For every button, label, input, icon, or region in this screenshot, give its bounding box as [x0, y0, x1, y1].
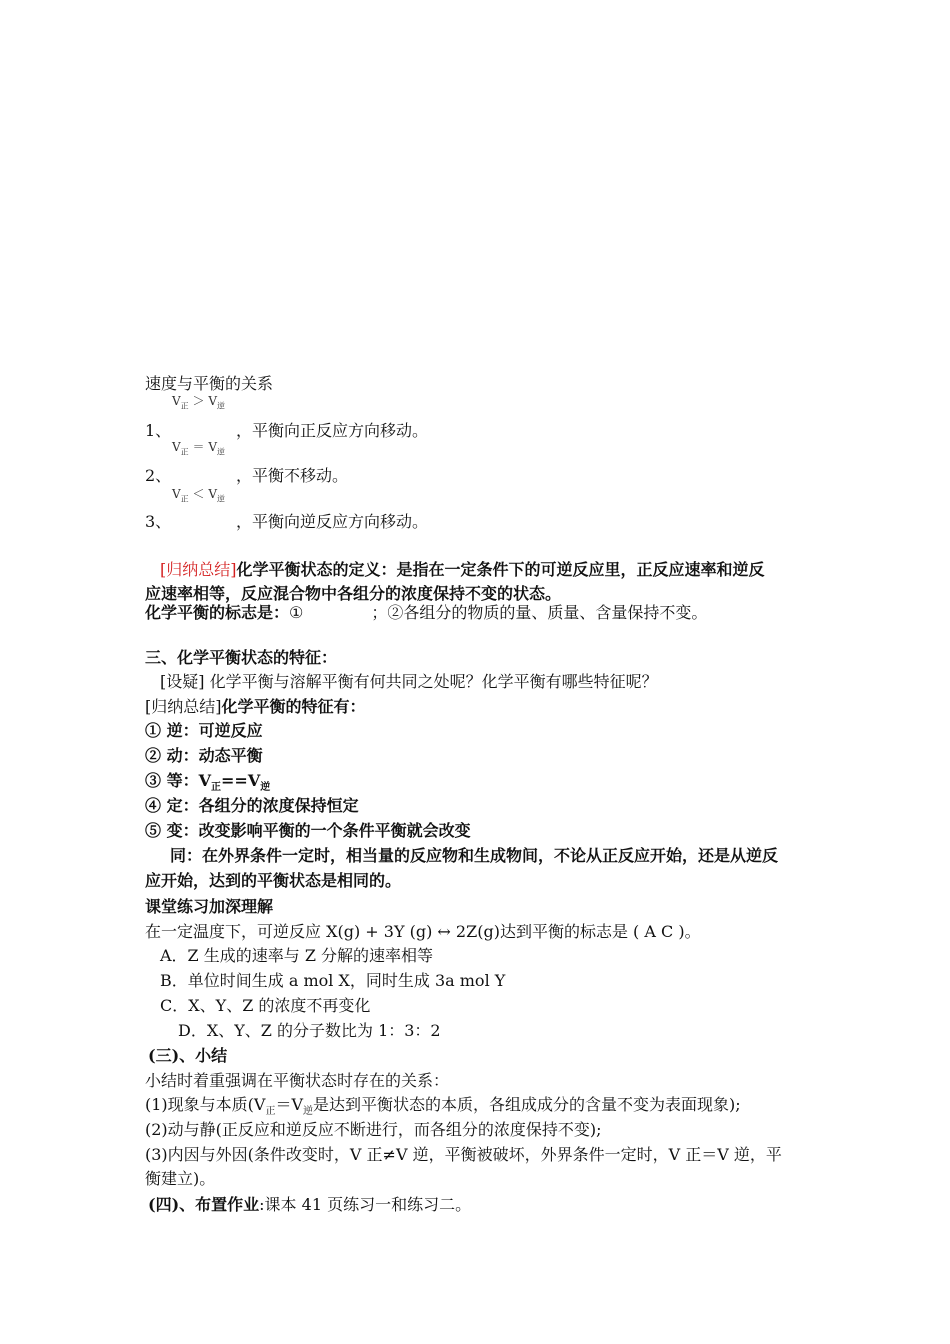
- speed-item-3-num: 3、: [145, 512, 172, 531]
- definition-line-1: [归纳总结]化学平衡状态的定义：是指在一定条件下的可逆反应里，正反应速率和逆反: [160, 560, 765, 579]
- homework-label: (四)、布置作业: [148, 1195, 260, 1214]
- section-3-heading: 三、化学平衡状态的特征：: [145, 648, 338, 667]
- exercise-question: 在一定温度下，可逆反应 X(g) + 3Y (g) ↔ 2Z(g)达到平衡的标志是 ( A C )。: [145, 922, 701, 941]
- condition-v-less: $V_正 < V_逆$: [172, 487, 226, 504]
- conclusion-point-2: (2)动与静(正反应和逆反应不断进行，而各组分的浓度保持不变);: [145, 1120, 602, 1139]
- conclusion-point-1: (1)现象与本质($V_正=V_逆$是达到平衡状态的本质，各组成成分的含量不变为表面现象);: [145, 1095, 741, 1118]
- homework-line: [148, 1194, 471, 1216]
- equilibrium-marks: 化学平衡的标志是：① ；②各组分的物质的量、质量、含量保持不变。: [145, 603, 708, 622]
- feature-3: ③ 等：$V_正==V_逆$: [145, 771, 271, 794]
- homework-text: :课本 41 页练习一和练习二。: [259, 1195, 472, 1214]
- feature-same-line-2: 应开始，达到的平衡状态是相同的。: [145, 871, 402, 890]
- exercise-option-c: C．X、Y、Z 的浓度不再变化: [160, 996, 371, 1015]
- feature-4: ④ 定：各组分的浓度保持恒定: [145, 796, 359, 815]
- feature-1: ① 逆：可逆反应: [145, 721, 263, 740]
- condition-v-equal: $V_正 = V_逆$: [172, 440, 226, 457]
- summary-tag: [归纳总结]: [160, 560, 237, 579]
- features-summary: [归纳总结]化学平衡的特征有：: [145, 697, 366, 716]
- speed-item-1-num: 1、: [145, 421, 172, 440]
- feature-5: ⑤ 变：改变影响平衡的一个条件平衡就会改变: [145, 821, 471, 840]
- question-prompt: [设疑] 化学平衡与溶解平衡有何共同之处呢？化学平衡有哪些特征呢？: [160, 672, 658, 691]
- definition-line-2: 应速率相等，反应混合物中各组分的浓度保持不变的状态。: [145, 584, 562, 603]
- speed-item-1-text: ，平衡向正反应方向移动。: [236, 421, 429, 440]
- condition-v-greater: $V_正 > V_逆$: [172, 394, 226, 411]
- exercise-heading: 课堂练习加深理解: [145, 897, 274, 916]
- exercise-option-a: A．Z 生成的速率与 Z 分解的速率相等: [160, 946, 434, 965]
- conclusion-point-3-line-1: (3)内因与外因(条件改变时，V 正≠V 逆，平衡被破坏，外界条件一定时，V 正＝V 逆，平: [145, 1145, 782, 1164]
- speed-section-title: 速度与平衡的关系: [145, 374, 274, 393]
- conclusion-intro: 小结时着重强调在平衡状态时存在的关系：: [145, 1071, 450, 1090]
- speed-item-2-text: ，平衡不移动。: [236, 466, 349, 485]
- exercise-option-d: D．X、Y、Z 的分子数比为 1：3：2: [178, 1021, 441, 1040]
- feature-same-line-1: 同：在外界条件一定时，相当量的反应物和生成物间，不论从正反应开始，还是从逆反: [170, 846, 779, 865]
- exercise-option-b: B．单位时间生成 a mol X，同时生成 3a mol Y: [160, 971, 506, 990]
- speed-item-3-text: ，平衡向逆反应方向移动。: [236, 512, 429, 531]
- speed-item-2-num: 2、: [145, 466, 172, 485]
- conclusion-point-3-line-2: 衡建立)。: [145, 1169, 216, 1188]
- feature-2: ② 动：动态平衡: [145, 746, 263, 765]
- conclusion-heading: (三)、小结: [148, 1046, 228, 1065]
